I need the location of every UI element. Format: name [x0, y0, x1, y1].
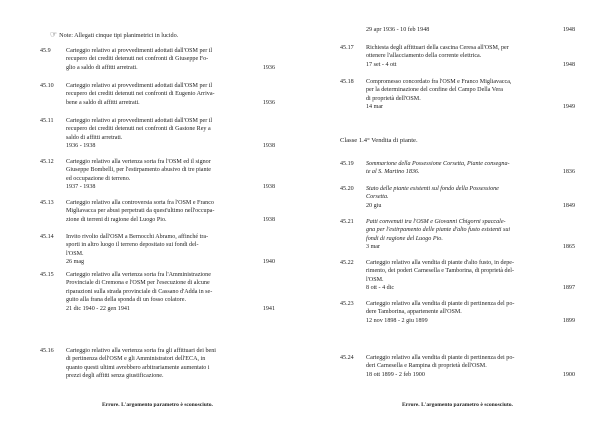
entry-number: 45.14 [40, 234, 54, 240]
entry-line-text: Compromesso concordato fra l'OSM e Franco Migliavacca, [366, 79, 512, 85]
entry-year: 1849 [562, 202, 575, 209]
entry-line [366, 185, 575, 193]
entry-line [66, 117, 275, 125]
entry-line-text: ottenere l'allacciamento della corrente elettrica. [366, 53, 482, 60]
entry-line-text: zione di terreni di ragione del Luogo Pio. [66, 216, 167, 223]
entry-line-text: recupero dei crediti detenuti nei confronti di Gastone Rey a [66, 126, 211, 133]
entry-line-text: glio a saldo di affitti arretrati. [66, 64, 138, 71]
entry-line-text: sporti in altro luogo il terreno depositato sui fondi del- [66, 242, 199, 249]
entry-line [66, 64, 275, 72]
entry-line [366, 362, 575, 370]
entry-line [66, 271, 275, 279]
entry-line-text: 12 nov 1898 - 2 giu 1899 [366, 317, 428, 324]
entry-description [66, 47, 275, 72]
entry-line-text: guito alla frana della sponda di un fosso colatore. [66, 297, 186, 304]
entry-line-text: Richiesta degli affittuari della cascina Ceresa all'OSM, per [366, 45, 509, 51]
entry-description [66, 158, 275, 192]
entry-line-text: Carteggio relativo ai provvedimenti adottati dall'OSM per il [66, 118, 213, 124]
entry-line [66, 55, 275, 63]
entry-year: 1836 [562, 169, 575, 176]
entry-year: 1936 [262, 64, 275, 71]
entry-number: 45.22 [340, 260, 354, 266]
entry-line-text: Stato delle piante esistenti sul fondo della Possessione [366, 186, 499, 192]
entry-description [366, 259, 575, 293]
entry-line-text: Provinciale di Cremona e l'OSM per l'esecuzione di alcune [66, 280, 210, 287]
entry-line-text: 14 mar [366, 104, 384, 111]
entry-description [366, 354, 575, 379]
entry-line-text: di proprietà dell'OSM. [366, 95, 421, 102]
entry-line-text: 17 set - 4 ott [366, 61, 397, 68]
entry-line [66, 241, 275, 249]
entry-year: 1865 [562, 244, 575, 251]
entry-line [66, 250, 275, 258]
entry-line-text: gna per l'estirpamento delle piante d'alto fusto esistenti sui [366, 227, 511, 234]
entry-line [366, 52, 575, 60]
entry-line-text: dere Tamborina, appartenente all'OSM. [366, 309, 462, 316]
entry-line-text: riparazioni sulla strada provinciale di Cassano d'Adda in se- [66, 288, 213, 295]
entry-number: 45.13 [40, 200, 54, 206]
note [50, 30, 178, 39]
entry-year: 1900 [562, 371, 575, 378]
entry-number: 45.24 [340, 355, 354, 361]
entry-line-text: Carteggio relativo ai provvedimenti adottati dall'OSM per il [66, 48, 213, 54]
entry-line [366, 160, 575, 168]
entry-line-text: Carteggio relativo alla vendita di piante d'alto fusto, in depe- [366, 260, 514, 266]
entry-line [366, 78, 575, 86]
continued-year: 1948 [562, 27, 575, 33]
entry-year: 1897 [562, 285, 575, 292]
entry-line-text: Carteggio relativo alla vendita di piante di pertinenza dei po- [366, 355, 515, 361]
entry-line [366, 226, 575, 234]
entry-line [66, 347, 275, 355]
entry-line [366, 276, 575, 284]
entry-year: 1938 [262, 143, 275, 150]
entry-line [66, 125, 275, 133]
entry-line [366, 371, 575, 379]
entry-line [366, 193, 575, 201]
entry-line-text: l'OSM. [366, 276, 384, 283]
entry-line [66, 288, 275, 296]
entry-description [366, 300, 575, 325]
entry-line [366, 103, 575, 111]
entry-line [366, 284, 575, 292]
entry-description [66, 233, 275, 267]
entry-line [66, 305, 275, 313]
entry-line [66, 364, 275, 372]
entry-line [366, 86, 575, 94]
entry-year: 1948 [562, 61, 575, 68]
entry-line [366, 168, 575, 176]
entry-line [66, 258, 275, 266]
entry-line-text: 26 mag [66, 259, 85, 266]
entry-number: 45.16 [40, 348, 54, 354]
entry-line [66, 296, 275, 304]
entry-line-text: te al S. Martino 1836. [366, 169, 420, 176]
entry-year: 1938 [262, 216, 275, 223]
entry-line [66, 355, 275, 363]
entry-line [66, 199, 275, 207]
entry-number: 45.12 [40, 159, 54, 165]
entry-line-text: deri Carnesella e Rampina di proprietà dell'OSM. [366, 363, 487, 370]
entry-line-text: Carteggio relativo alla vertenza sorta fra gli affittuari dei beni [66, 348, 216, 354]
entry-line-text: 3 mar [366, 244, 381, 251]
entry-line-text: per la determinazione del confine del Campo Della Vera [366, 87, 503, 94]
entry-description [366, 185, 575, 210]
entry-line-text: recupero dei crediti detenuti nei confronti di Giuseppe Fo- [66, 56, 209, 63]
entry-number: 45.9 [40, 48, 51, 54]
entry-year: 1940 [262, 259, 275, 266]
entry-line [366, 218, 575, 226]
entry-number: 45.17 [340, 45, 354, 51]
entry-description [366, 160, 575, 177]
entry-line [66, 175, 275, 183]
entry-year: 1936 [262, 99, 275, 106]
entry-line [366, 354, 575, 362]
entry-line [66, 372, 275, 380]
entry-number: 45.18 [340, 79, 354, 85]
entry-line-text: 21 dic 1940 - 22 gen 1941 [66, 305, 130, 312]
entry-line-text: prezzi degli affitti senza giustificazione. [66, 373, 164, 380]
entry-line [366, 95, 575, 103]
note-text: Note: Allegati cinque tipi planimetrici in lucido. [59, 32, 179, 39]
entry-number: 45.19 [340, 161, 354, 167]
entry-number: 45.10 [40, 83, 54, 89]
entry-line [66, 90, 275, 98]
entry-line [66, 166, 275, 174]
entry-line [66, 158, 275, 166]
entry-line [66, 216, 275, 224]
continued-date-line [366, 27, 575, 33]
entry-year: 1941 [262, 305, 275, 312]
entry-line-text: ed occupazione di terreno. [66, 175, 131, 182]
entry-line [66, 47, 275, 55]
entry-line [366, 235, 575, 243]
entry-description [366, 218, 575, 252]
entry-number: 45.15 [40, 272, 54, 278]
entry-line-text: bene a saldo di affitti arretrati. [66, 99, 140, 106]
entry-year: 1899 [562, 317, 575, 324]
left-page [40, 0, 275, 424]
entry-line [366, 317, 575, 325]
entry-line-text: Sommarione della Possessione Corsetta, Piante consegna- [366, 161, 510, 167]
entry-line-text: saldo di affitti arretrati. [66, 134, 123, 141]
entry-number: 45.20 [340, 186, 354, 192]
entry-line-text: Carteggio relativo alla vertenza sorta fra l'OSM ed il signor [66, 159, 211, 165]
entry-line-text: Carteggio relativo alla controversia sorta fra l'OSM e Franco [66, 200, 214, 206]
entry-line [66, 99, 275, 107]
entry-line-text: 1937 - 1938 [66, 184, 96, 191]
entry-line-text: recupero dei crediti detenuti nei confronti di Eugenio Arriva- [66, 91, 215, 98]
pointing-hand-icon: ☞ [50, 30, 58, 39]
entry-line-text: fondi di ragione del Luogo Pio. [366, 235, 443, 242]
entry-line-text: Carteggio relativo ai provvedimenti adottati dall'OSM per il [66, 83, 213, 89]
entry-year: 1949 [562, 104, 575, 111]
entry-line [66, 279, 275, 287]
entry-number: 45.11 [40, 118, 54, 124]
entry-line-text: Migliavacca per abusi perpetrati da quest'ultimo nell'occupa- [66, 208, 215, 215]
entry-line-text: Giuseppe Bombelli, per l'estirpamento abusivo di tre piante [66, 167, 211, 174]
entry-line [66, 142, 275, 150]
entry-line [366, 259, 575, 267]
entry-description [366, 78, 575, 112]
entry-line [66, 82, 275, 90]
right-page [340, 0, 575, 424]
entry-number: 45.23 [340, 301, 354, 307]
entry-number: 45.21 [340, 219, 354, 225]
entry-description [66, 117, 275, 151]
entry-line [66, 183, 275, 191]
entry-line [366, 61, 575, 69]
entry-description [66, 82, 275, 107]
entry-line [66, 207, 275, 215]
entry-line-text: Patti convenuti tra l'OSM e Giovanni Chigorni spaccale- [366, 219, 506, 225]
entry-description [66, 347, 275, 381]
entry-description [66, 271, 275, 313]
entry-line [66, 134, 275, 142]
entry-description [366, 44, 575, 69]
entry-line-text: Invito rivolto dall'OSM a Bernocchi Abramo, affinché tra- [66, 234, 209, 240]
entry-line-text: Carteggio relativo alla vendita di piante di pertinenza del po- [366, 301, 515, 307]
entry-line-text: 8 ott - 4 dic [366, 285, 395, 292]
entry-line-text: Corsetta. [366, 194, 389, 201]
entry-line [366, 300, 575, 308]
entry-line-text: 1936 - 1938 [66, 143, 96, 150]
entry-year: 1938 [262, 184, 275, 191]
right-footer: Errore. L'argomento parametro è sconosciuto. [402, 402, 513, 408]
entry-line [366, 243, 575, 251]
entry-line-text: Carteggio relativo alla vertenza sorta fra l'Amministrazione [66, 272, 211, 278]
left-footer: Errore. L'argomento parametro è sconosciuto. [102, 402, 213, 408]
entry-line [366, 308, 575, 316]
entry-line-text: rimento, dei poderi Carnesella e Tamborina, di proprietà del- [366, 268, 515, 275]
entry-line [366, 267, 575, 275]
entry-line-text: 20 giu [366, 202, 382, 209]
entry-line [366, 44, 575, 52]
continued-date: 29 apr 1936 - 10 feb 1948 [366, 27, 430, 33]
entry-line-text: 18 ott 1899 - 2 feb 1900 [366, 371, 425, 378]
entry-line-text: l'OSM. [66, 250, 84, 257]
entry-line [66, 233, 275, 241]
entry-description [66, 199, 275, 224]
section-title: Classe 1.4° Vendita di piante. [340, 137, 418, 144]
entry-line-text: quanto questi ultimi avrebbero arbitrariamente aumentato i [66, 364, 210, 371]
entry-line [366, 202, 575, 210]
entry-line-text: di pertinenza dell'OSM e gli Amministratori dell'ECA, in [66, 356, 206, 363]
